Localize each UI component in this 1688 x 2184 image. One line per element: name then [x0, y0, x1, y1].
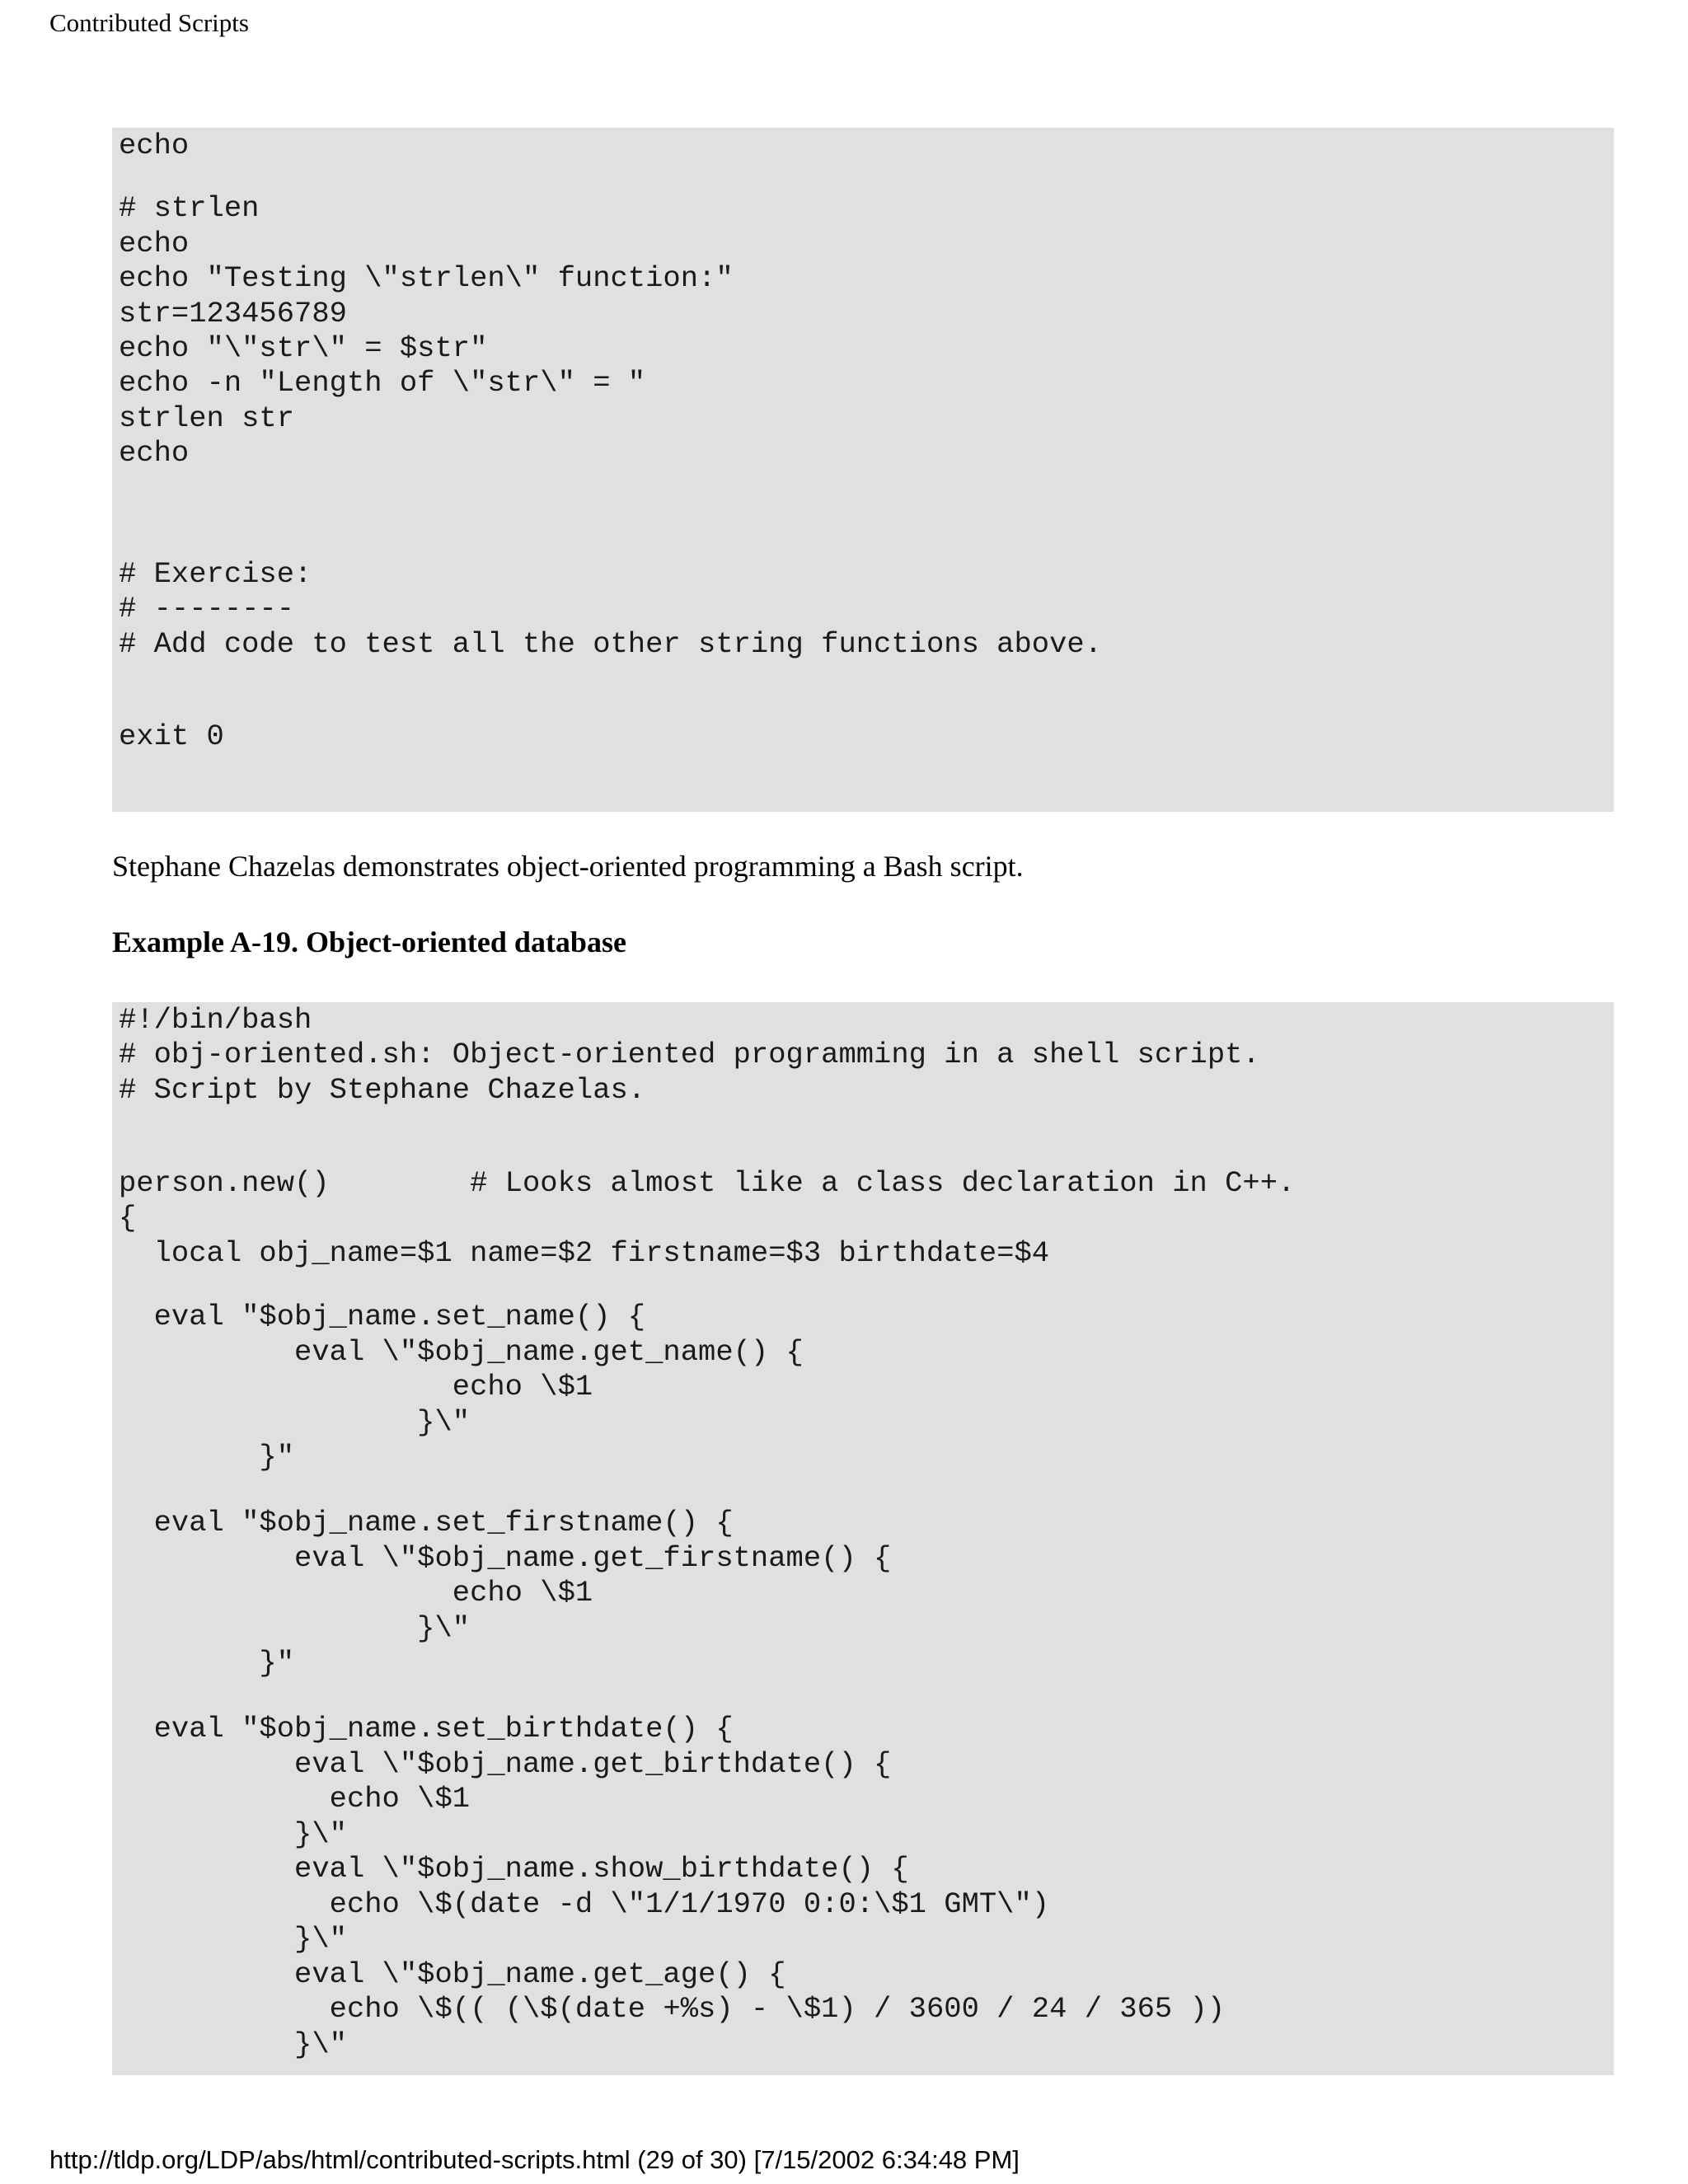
code-line: eval \"$obj_name.get_age() {	[119, 1957, 786, 1991]
code-line: # Add code to test all the other string functions above.	[119, 627, 1102, 661]
example-title: Example A-19. Object-oriented database	[112, 926, 626, 958]
body-paragraph: Stephane Chazelas demonstrates object-oriented programming a Bash script.	[112, 850, 1024, 883]
code-line: eval \"$obj_name.show_birthdate() {	[119, 1852, 909, 1886]
code-line: echo \$(( (\$(date +%s) - \$1) / 3600 / 24 / 365 ))	[119, 1992, 1226, 2026]
page-footer-url: http://tldp.org/LDP/abs/html/contributed-scripts.html (29 of 30) [7/15/2002 6:34:48 PM]	[49, 2145, 1020, 2174]
code-line: echo	[119, 436, 190, 470]
code-line: echo "Testing \"strlen\" function:"	[119, 261, 734, 295]
code-line: person.new() # Looks almost like a class declaration in C++.	[119, 1166, 1296, 1200]
code-line: }"	[119, 1440, 295, 1474]
code-line: strlen str	[119, 401, 295, 435]
code-line: }\"	[119, 1922, 347, 1956]
code-line: str=123456789	[119, 297, 347, 330]
code-line: echo "\"str\" = $str"	[119, 331, 488, 365]
code-line: echo \$1	[119, 1576, 593, 1610]
code-line: #!/bin/bash	[119, 1003, 312, 1037]
code-line: }\"	[119, 1405, 471, 1439]
code-line: echo	[119, 129, 190, 162]
code-line: }\"	[119, 1817, 347, 1851]
code-line: }\"	[119, 2027, 347, 2061]
code-line: # Exercise:	[119, 557, 312, 591]
code-line: eval "$obj_name.set_birthdate() {	[119, 1712, 734, 1746]
code-line: eval \"$obj_name.get_birthdate() {	[119, 1747, 892, 1781]
code-line: eval "$obj_name.set_firstname() {	[119, 1506, 734, 1540]
code-line: exit 0	[119, 719, 224, 753]
running-header: Contributed Scripts	[49, 8, 249, 37]
code-line: # --------	[119, 592, 295, 626]
code-line: # obj-oriented.sh: Object-oriented programming in a shell script.	[119, 1038, 1260, 1071]
code-line: eval \"$obj_name.get_name() {	[119, 1335, 804, 1369]
code-block-object-oriented-database	[112, 1002, 1614, 2075]
code-line: local obj_name=$1 name=$2 firstname=$3 birthdate=$4	[119, 1236, 1050, 1270]
code-line: }\"	[119, 1611, 471, 1645]
code-line: eval \"$obj_name.get_firstname() {	[119, 1541, 892, 1575]
code-line: echo	[119, 227, 190, 260]
code-line: # strlen	[119, 191, 260, 225]
code-line: eval "$obj_name.set_name() {	[119, 1300, 646, 1333]
code-line: echo -n "Length of \"str\" = "	[119, 366, 646, 400]
code-block-string-functions	[112, 128, 1614, 812]
code-line: echo \$1	[119, 1370, 593, 1404]
code-line: echo \$1	[119, 1782, 471, 1816]
code-line: {	[119, 1201, 137, 1235]
code-line: # Script by Stephane Chazelas.	[119, 1073, 646, 1107]
code-line: }"	[119, 1646, 295, 1680]
code-line: echo \$(date -d \"1/1/1970 0:0:\$1 GMT\")	[119, 1887, 1050, 1921]
